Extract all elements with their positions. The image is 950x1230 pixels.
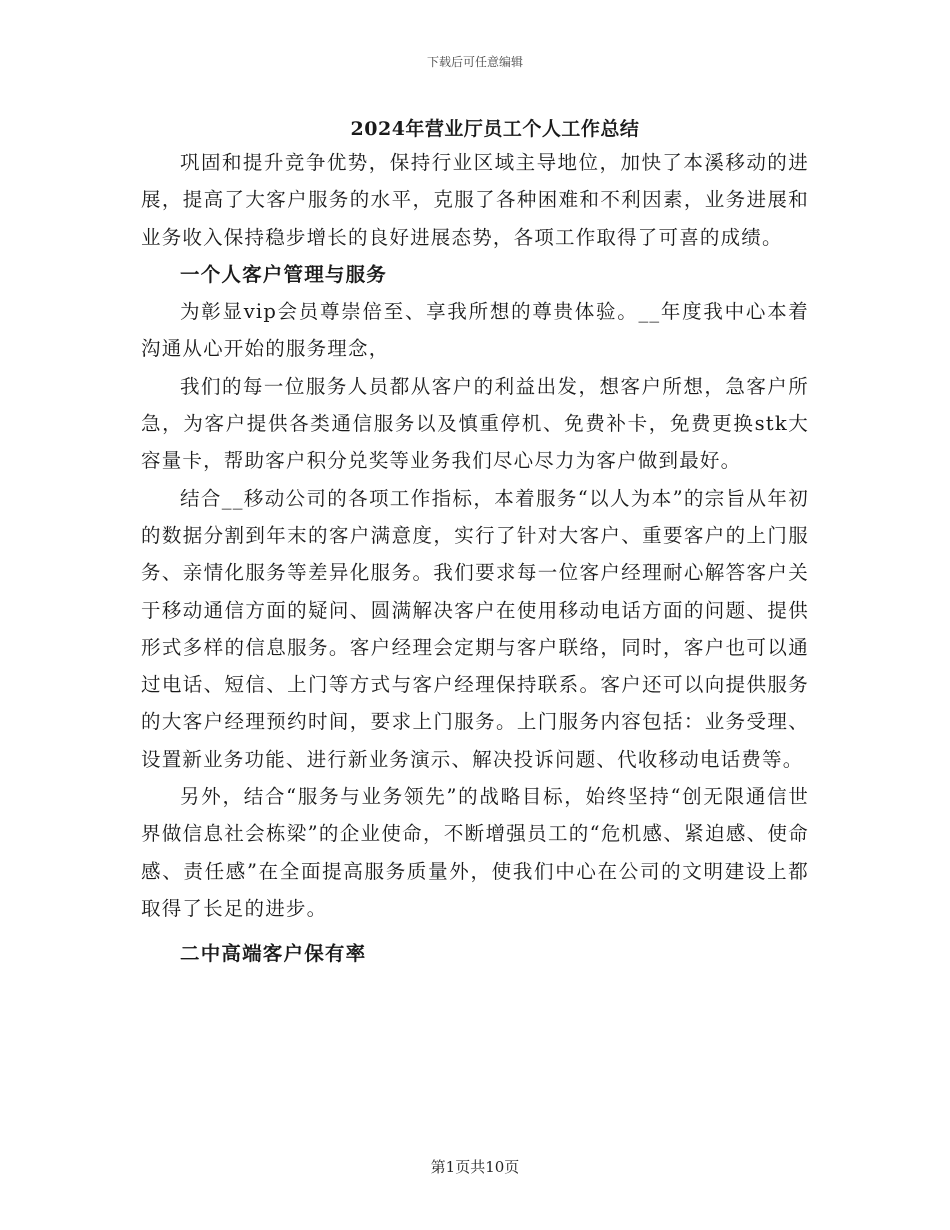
paragraph-company-goals: 结合__移动公司的各项工作指标，本着服务“以人为本”的宗旨从年初的数据分割到年末的客户满意度，实行了针对大客户、重要客户的上门服务、亲情化服务等差异化服务。我们要求每一位客户经理耐心解答客户关于移动通信方面的疑问、圆满解决客户在使用移动电话方面的问题、提供形式多样的信息服务。客户经理会定期与客户联络，同时，客户也可以通过电话、短信、上门等方式与客户经理保持联系。客户还可以向提供服务的大客户经理预约时间，要求上门服务。上门服务内容包括：业务受理、设置新业务功能、进行新业务演示、解决投诉问题、代收移动电话费等。	[141, 486, 809, 771]
document-body	[141, 144, 809, 973]
document-title: 2024年营业厅员工个人工作总结	[350, 118, 640, 140]
paragraph-intro: 巩固和提升竞争优势，保持行业区域主导地位，加快了本溪移动的进展，提高了大客户服务的水平，克服了各种困难和不利因素，业务进展和业务收入保持稳步增长的良好进展态势，各项工作取得了可喜的成绩。	[141, 151, 809, 249]
paragraph-vip: 为彰显vip会员尊崇倍至、享我所想的尊贵体验。__年度我中心本着沟通从心开始的服务理念，	[141, 300, 809, 361]
paragraph-strategy: 另外，结合“服务与业务领先”的战略目标，始终坚持“创无限通信世界做信息社会栋梁”的企业使命，不断增强员工的“危机感、紧迫感、使命感、责任感”在全面提高服务质量外，使我们中心在公司的文明建设上都取得了长足的进步。	[141, 785, 809, 920]
section-heading-1: 一个人客户管理与服务	[180, 262, 388, 286]
header-note: 下载后可任意编辑	[426, 55, 523, 69]
paragraph-service-staff: 我们的每一位服务人员都从客户的利益出发，想客户所想，急客户所急，为客户提供各类通信服务以及慎重停机、免费补卡，免费更换stk大容量卡，帮助客户积分兑奖等业务我们尽心尽力为客户做到最好。	[141, 374, 809, 473]
section-heading-2: 二中高端客户保有率	[180, 942, 367, 966]
page-number: 第1页共10页	[430, 1158, 520, 1176]
